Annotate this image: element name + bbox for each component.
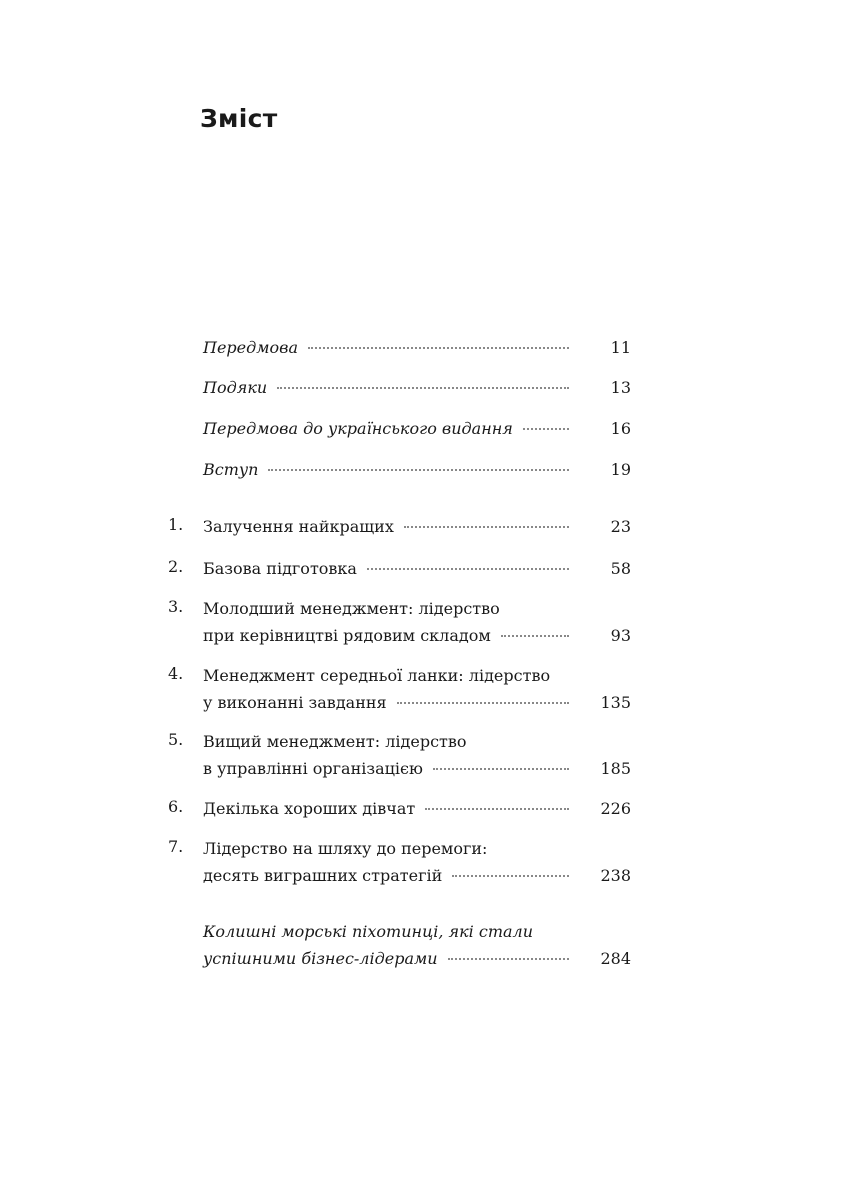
page-number: 16 bbox=[610, 419, 631, 438]
dot-leader bbox=[308, 346, 569, 349]
chapter-number: 5. bbox=[168, 730, 184, 749]
entry-title-line: Декілька хороших дівчат bbox=[203, 799, 416, 818]
entry-title-line: Базова підготовка bbox=[203, 559, 357, 578]
chapter-number: 6. bbox=[168, 797, 184, 816]
dot-leader bbox=[404, 525, 569, 528]
entry-title-line: десять виграшних стратегій bbox=[203, 866, 443, 885]
entry-title-line: Менеджмент середньої ланки: лідерство bbox=[203, 666, 551, 685]
entry-title-line: у виконанні завдання bbox=[203, 693, 387, 712]
page-number: 135 bbox=[600, 693, 631, 712]
entry-title-line: Молодший менеджмент: лідерство bbox=[203, 599, 500, 618]
page-title: Зміст bbox=[200, 104, 278, 133]
page-number: 13 bbox=[610, 378, 631, 397]
page-number: 238 bbox=[600, 866, 631, 885]
entry-title-line: Колишні морські піхотинці, які стали bbox=[203, 922, 534, 941]
dot-leader bbox=[433, 767, 569, 770]
entry-title-line: успішними бізнес-лідерами bbox=[203, 949, 438, 968]
chapter-number: 4. bbox=[168, 664, 184, 683]
page-number: 58 bbox=[610, 559, 631, 578]
dot-leader bbox=[523, 427, 569, 430]
entry-title-line: Вступ bbox=[203, 460, 259, 479]
dot-leader bbox=[397, 701, 569, 704]
dot-leader bbox=[425, 807, 569, 810]
entry-title-line: Залучення найкращих bbox=[203, 517, 394, 536]
dot-leader bbox=[268, 468, 569, 471]
dot-leader bbox=[501, 634, 569, 637]
page-number: 185 bbox=[600, 759, 631, 778]
dot-leader bbox=[448, 957, 569, 960]
entry-title-line: Подяки bbox=[203, 378, 268, 397]
page-number: 226 bbox=[600, 799, 631, 818]
chapter-number: 7. bbox=[168, 837, 184, 856]
entry-title-line: Передмова до українського видання bbox=[203, 419, 513, 438]
entry-title-line: при керівництві рядовим складом bbox=[203, 626, 491, 645]
entry-title-line: Лідерство на шляху до перемоги: bbox=[203, 839, 488, 858]
page-number: 11 bbox=[610, 338, 631, 357]
dot-leader bbox=[452, 874, 569, 877]
chapter-number: 3. bbox=[168, 597, 184, 616]
page-number: 93 bbox=[610, 626, 631, 645]
dot-leader bbox=[277, 386, 569, 389]
chapter-number: 2. bbox=[168, 557, 184, 576]
entry-title-line: в управлінні організацією bbox=[203, 759, 423, 778]
page-number: 23 bbox=[610, 517, 631, 536]
chapter-number: 1. bbox=[168, 515, 184, 534]
dot-leader bbox=[367, 567, 569, 570]
page-number: 284 bbox=[600, 949, 631, 968]
entry-title-line: Вищий менеджмент: лідерство bbox=[203, 732, 467, 751]
page-number: 19 bbox=[610, 460, 631, 479]
entry-title-line: Передмова bbox=[203, 338, 299, 357]
